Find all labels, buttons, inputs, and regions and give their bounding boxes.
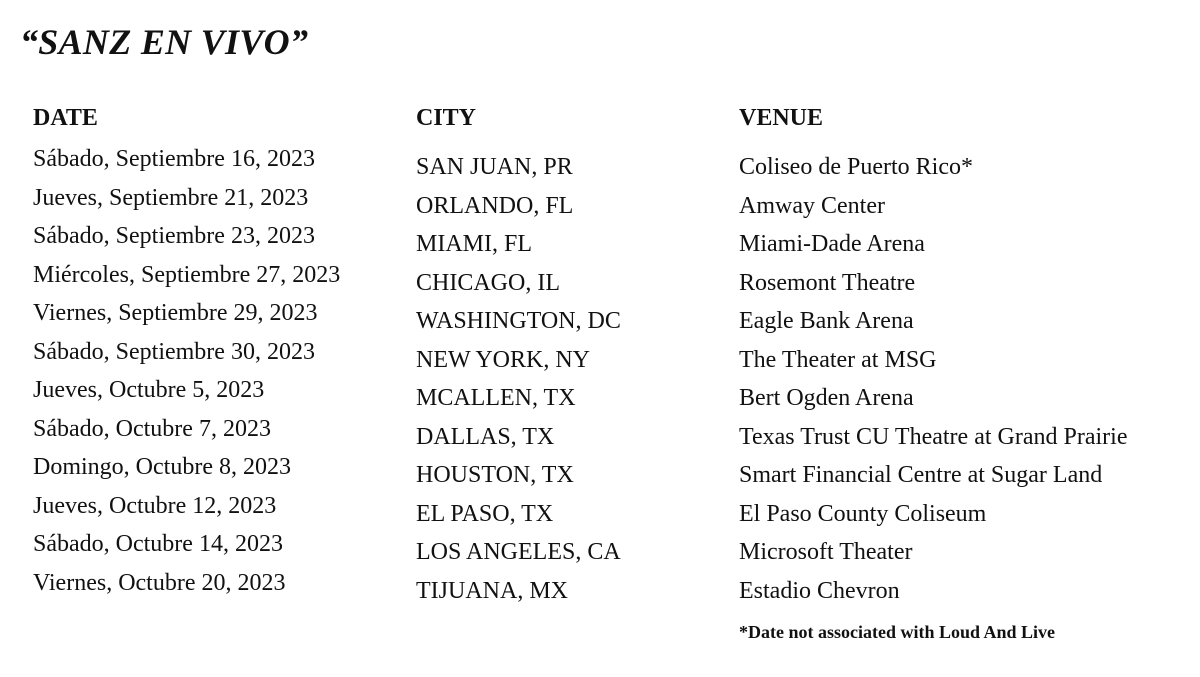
date-cell: Jueves, Octubre 5, 2023 <box>33 377 265 403</box>
venue-cell: Coliseo de Puerto Rico* <box>739 154 973 180</box>
venue-column-header: VENUE <box>739 105 824 131</box>
venue-column <box>739 103 1127 610</box>
venue-cell: Bert Ogden Arena <box>739 385 914 411</box>
venue-cell: Smart Financial Centre at Sugar Land <box>739 462 1103 488</box>
venue-cell: Amway Center <box>739 192 885 219</box>
city-cell: WASHINGTON, DC <box>416 308 621 334</box>
venue-cell: The Theater at MSG <box>739 346 937 373</box>
date-cell: Sábado, Septiembre 23, 2023 <box>33 223 315 249</box>
date-column <box>33 103 340 602</box>
date-cell: Sábado, Septiembre 16, 2023 <box>33 146 315 172</box>
footnote: *Date not associated with Loud And Live <box>739 622 1056 642</box>
date-cell: Domingo, Octubre 8, 2023 <box>33 454 291 480</box>
date-cell: Sábado, Octubre 7, 2023 <box>33 415 271 442</box>
date-cell: Jueves, Octubre 12, 2023 <box>33 492 277 519</box>
venue-list <box>739 148 1127 610</box>
city-cell: TIJUANA, MX <box>416 577 568 604</box>
city-cell: HOUSTON, TX <box>416 462 574 488</box>
city-cell: DALLAS, TX <box>416 423 555 450</box>
venue-cell: Texas Trust CU Theatre at Grand Prairie <box>739 423 1128 450</box>
city-cell: SAN JUAN, PR <box>416 154 573 180</box>
city-column <box>416 103 621 610</box>
venue-cell: El Paso County Coliseum <box>739 500 987 527</box>
city-cell: EL PASO, TX <box>416 500 554 527</box>
city-list <box>416 148 621 610</box>
date-cell: Sábado, Octubre 14, 2023 <box>33 531 283 557</box>
city-column-header: CITY <box>416 105 477 131</box>
city-cell: MCALLEN, TX <box>416 385 576 411</box>
date-column-header: DATE <box>33 105 98 131</box>
city-cell: NEW YORK, NY <box>416 346 590 373</box>
venue-cell: Microsoft Theater <box>739 539 913 565</box>
date-cell: Sábado, Septiembre 30, 2023 <box>33 338 315 365</box>
venue-cell: Miami-Dade Arena <box>739 231 925 257</box>
venue-cell: Eagle Bank Arena <box>739 308 914 334</box>
date-cell: Viernes, Septiembre 29, 2023 <box>33 300 318 326</box>
city-cell: CHICAGO, IL <box>416 269 560 296</box>
date-cell: Viernes, Octubre 20, 2023 <box>33 569 286 596</box>
city-cell: ORLANDO, FL <box>416 192 574 219</box>
date-cell: Miércoles, Septiembre 27, 2023 <box>33 261 341 288</box>
city-cell: LOS ANGELES, CA <box>416 539 621 565</box>
venue-cell: Estadio Chevron <box>739 577 900 604</box>
date-list <box>33 140 340 602</box>
venue-cell: Rosemont Theatre <box>739 269 916 296</box>
date-cell: Jueves, Septiembre 21, 2023 <box>33 184 309 211</box>
city-cell: MIAMI, FL <box>416 231 533 257</box>
page-title: “SANZ EN VIVO” <box>20 22 309 62</box>
